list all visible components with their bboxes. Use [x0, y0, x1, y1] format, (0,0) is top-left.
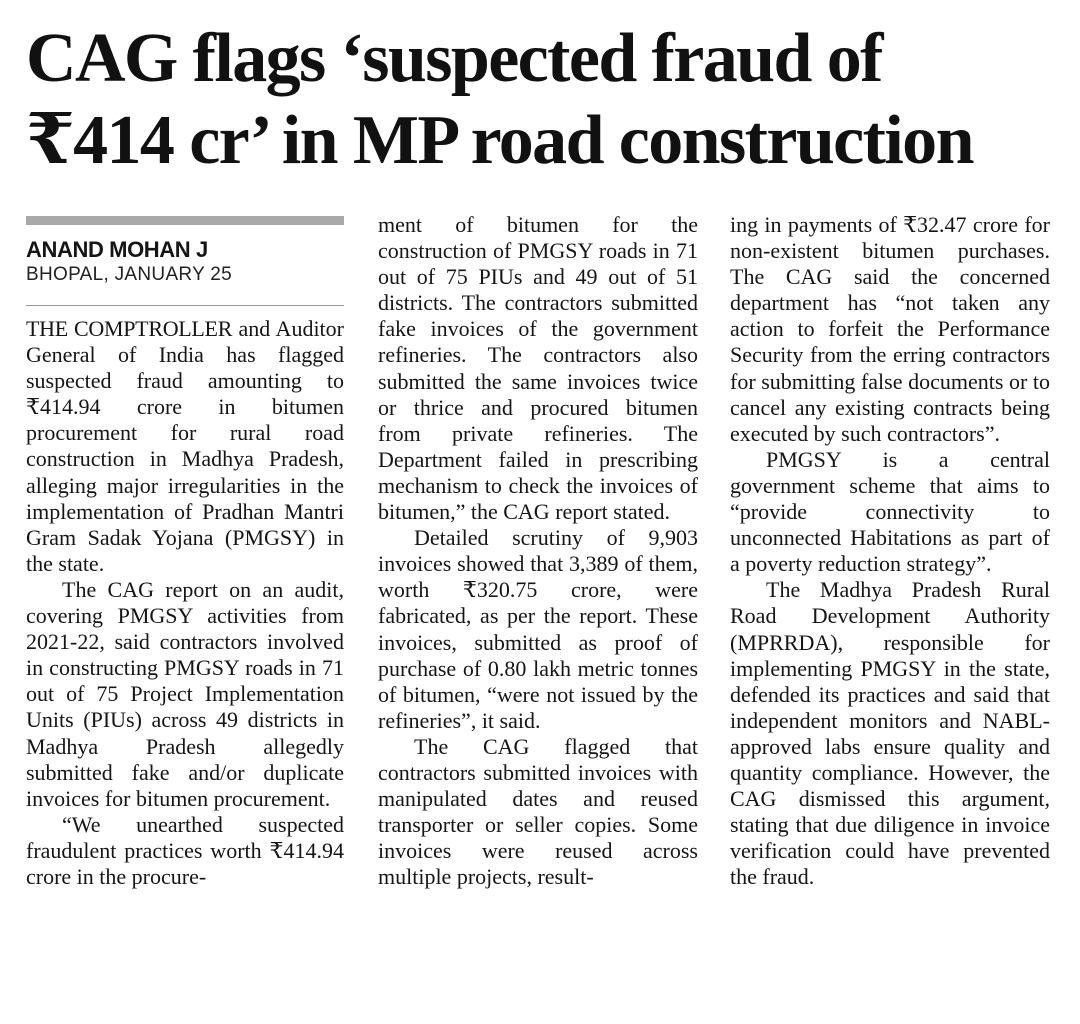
- headline: [26, 18, 1066, 182]
- paragraph-5-start: The CAG flagged that contractors submitted invoices with manipulated dates and reused transporter or seller copies. Some invoices were reused across multiple projects, result-: [378, 733, 698, 890]
- paragraph-2: The CAG report on an audit, covering PMGSY activities from 2021-22, said contractors involved in constructing PMGSY roads in 71 out of 75 Project Implementation Units (PIUs) across 49 districts in Madhya Pradesh allegedly submitted fake and/or duplicate invoices for bitumen procurement.: [26, 576, 344, 811]
- paragraph-7: The Madhya Pradesh Rural Road Development Authority (MPRRDA), responsible for implementing PMGSY in the state, defended its practices and said that independent monitors and NABL-approved labs ensure quality and quantity compliance. However, the CAG dismissed this argument, stating that due diligence in invoice verification could have prevented the fraud.: [730, 577, 1050, 890]
- paragraph-1-text: and Auditor General of India has flagged suspected fraud amounting to ₹414.94 crore in bitumen procurement for rural road construction in Madhya Pradesh, alleging major irregularities in the implementation of Pradhan Mantri Gram Sadak Yojana (PMGSY) in the state.: [26, 316, 344, 576]
- paragraph-1: [26, 316, 344, 577]
- paragraph-5-continued: ing in payments of ₹32.47 crore for non-existent bitumen purchases. The CAG said the concerned department has “not taken any action to forfeit the Performance Security from the erring contractors for submitting false documents or to cancel any existing contracts being executed by such contractors”.: [730, 212, 1050, 446]
- byline-top-bar: [26, 216, 344, 225]
- paragraph-3-continued: ment of bitumen for the construction of PMGSY roads in 71 out of 75 PIUs and 49 out of 51 districts. The contractors submitted fake invoices of the government refineries. The contractors also submitted the same invoices twice or thrice and procured bitumen from private refineries. The Department failed in prescribing mechanism to check the invoices of bitumen,” the CAG report stated.: [378, 212, 698, 525]
- paragraph-6: PMGSY is a central government scheme that aims to “provide connectivity to unconnected Habitations as part of a poverty reduction strategy”.: [730, 446, 1050, 577]
- paragraph-4: Detailed scrutiny of 9,903 invoices showed that 3,389 of them, worth ₹320.75 crore, were fabricated, as per the report. These invoices, submitted as proof of purchase of 0.80 lakh metric tonnes of bitumen, “were not issued by the refineries”, it said.: [378, 525, 698, 733]
- article-column-3: [730, 212, 1050, 890]
- headline-line-2: ₹414 cr’ in MP road construction: [26, 102, 973, 179]
- byline-divider: [26, 305, 344, 306]
- author-byline: ANAND MOHAN J: [26, 237, 208, 262]
- dateline: BHOPAL, JANUARY 25: [26, 264, 233, 285]
- paragraph-1-lead: THE COMPTROLLER: [26, 316, 233, 341]
- headline-line-1: CAG flags ‘suspected fraud of: [26, 20, 882, 97]
- article-column-2: [378, 212, 698, 890]
- paragraph-3-start: “We unearthed suspected fraudulent practices worth ₹414.94 crore in the procure-: [26, 811, 344, 889]
- article-column-1: [26, 212, 344, 890]
